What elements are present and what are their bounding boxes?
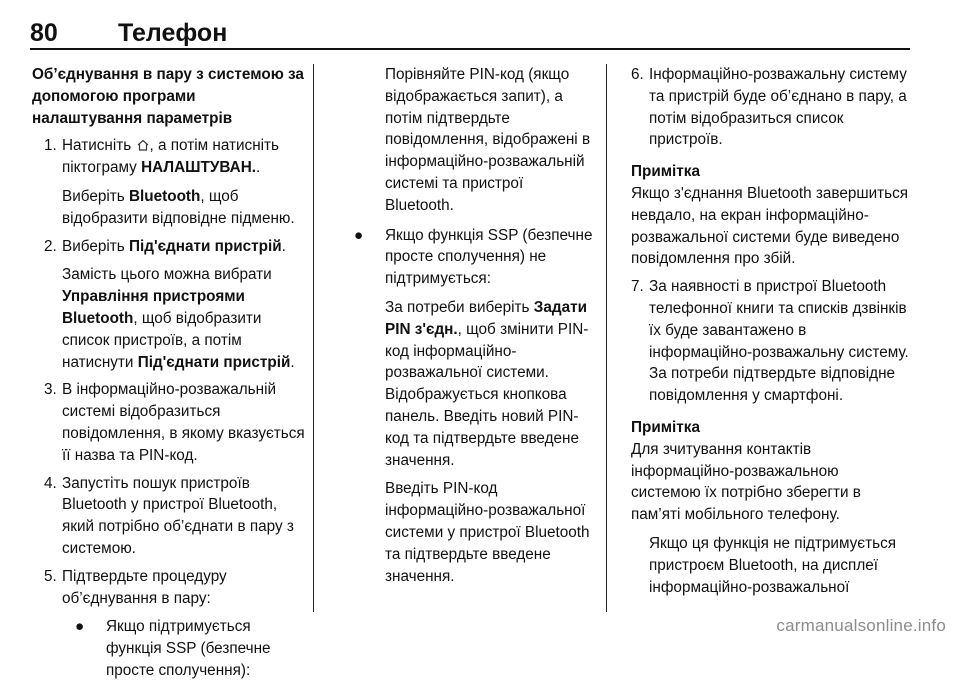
section-title: Об’єднування в пару з системою за допомогою програми налаштування параметрів	[32, 66, 304, 127]
step-text: .	[281, 237, 286, 255]
bullet-text: Якщо функція SSP (безпечне просте сполучення) не підтримується:	[385, 226, 593, 288]
column-divider-1	[313, 64, 314, 612]
detail-text: Виберіть	[62, 187, 129, 205]
bullet-dot: ●	[75, 618, 85, 636]
step-4	[32, 473, 310, 560]
note-text: Якщо з'єднання Bluetooth завершиться невдало, на екран інформаційно-розважальної системи буде виведено повідомлення про збій.	[631, 184, 909, 268]
step-5	[32, 566, 310, 610]
paragraph: Введіть PIN-код інформаційно-розважальної системи у пристрої Bluetooth та підтвердьте введене значення.	[385, 480, 590, 585]
header-rule	[30, 48, 910, 50]
step-1	[32, 135, 310, 179]
step-text: Запустіть пошук пристроїв Bluetooth у пристрої Bluetooth, який потрібно об’єднати в пару з системою.	[62, 474, 294, 557]
detail-text: , щоб відобразити список пристроїв, а потім натиснути	[62, 309, 262, 371]
step-3	[32, 379, 310, 466]
step-number: 2.	[44, 237, 57, 255]
step-6	[631, 64, 911, 151]
step-text: .	[256, 159, 261, 177]
page-number: 80	[30, 19, 58, 47]
column-3	[631, 64, 911, 598]
connect-device-label: Під'єднати пристрій	[128, 237, 282, 255]
watermark: carmanualsonline.info	[776, 616, 946, 635]
column-2	[342, 64, 596, 587]
step-text: За наявності в пристрої Bluetooth телефонної книги та списків дзвінків їх буде завантажено в інформаційно-розважальну систему. За потреби підтвердьте відповідне повідомлення у смартфоні.	[649, 278, 909, 405]
column-1	[32, 64, 310, 682]
paragraph: Порівняйте PIN-код (якщо відображається запит), а потім підтвердьте повідомлення, відображені в інформаційно-розважальній системі та пристрої Bluetooth.	[385, 66, 591, 214]
step-2-detail	[32, 264, 310, 373]
detail-text: .	[290, 353, 295, 371]
bullet-dot: ●	[354, 226, 364, 244]
step-number: 4.	[44, 474, 57, 492]
settings-label: НАЛАШТУВАН.	[141, 159, 256, 177]
bullet-text: Якщо підтримується функція SSP (безпечне просте сполучення):	[106, 618, 271, 679]
step-text: , а потім натисніть піктограму	[62, 137, 280, 177]
paragraph	[342, 297, 596, 471]
manage-devices-label: Управління пристроями Bluetooth	[62, 288, 245, 327]
step-number: 5.	[44, 567, 57, 585]
step-7	[631, 276, 911, 407]
page-title: Телефон	[118, 19, 228, 47]
step-text: Виберіть	[62, 237, 129, 255]
set-pin-label: Задати PIN з'єдн.	[385, 298, 587, 338]
bullet-item	[32, 616, 310, 681]
detail-text: Замість цього можна вибрати	[62, 266, 272, 284]
bullet-item	[342, 225, 596, 290]
paragraph-text: За потреби виберіть	[385, 298, 534, 316]
column-divider-2	[606, 64, 607, 612]
detail-text: , щоб відобразити відповідне підменю.	[62, 187, 295, 227]
step-number: 7.	[631, 278, 644, 296]
step-number: 6.	[631, 66, 644, 83]
step-text: Підтвердьте процедуру об’єднування в пару:	[62, 567, 227, 607]
note-text: Для зчитування контактів інформаційно-розважальною системою їх потрібно зберегти в пам’яті мобільного телефону.	[631, 440, 861, 524]
home-icon	[136, 137, 150, 151]
page-header	[30, 18, 910, 48]
step-text: В інформаційно-розважальній системі відобразиться повідомлення, в якому вказується її назва та PIN-код.	[62, 381, 305, 464]
step-text: Натисніть	[62, 137, 136, 155]
bluetooth-label: Bluetooth	[128, 187, 201, 205]
connect-device-label: Під'єднати пристрій	[137, 353, 291, 371]
step-2	[32, 236, 310, 258]
step-number: 1.	[44, 137, 57, 155]
step-1-detail	[32, 186, 310, 230]
paragraph-text: , щоб змінити PIN-код інформаційно-розважальної системи. Відображується кнопкова панель. Введіть новий PIN-код та підтвердьте введене значення.	[385, 320, 589, 469]
note-title: Примітка	[631, 418, 700, 436]
step-text: Інформаційно-розважальну систему та пристрій буде об’єднано в пару, а потім відобразиться список пристроїв.	[649, 66, 907, 149]
step-number: 3.	[44, 381, 57, 399]
note-title: Примітка	[631, 163, 700, 181]
paragraph: Якщо ця функція не підтримується пристроєм Bluetooth, на дисплеї інформаційно-розважальної	[649, 534, 897, 596]
